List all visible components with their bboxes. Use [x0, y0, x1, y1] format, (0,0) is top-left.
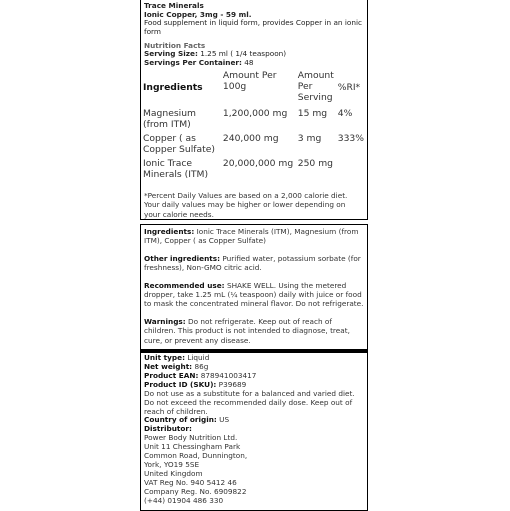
nutrition-facts-panel	[140, 0, 368, 220]
unit-type-label: Unit type:	[144, 353, 185, 363]
row-per-100g: 240,000 mg	[222, 132, 279, 144]
recommended-use-text: SHAKE WELL. Using the metered dropper, take 1.25 mL (¼ teaspoon) daily with juice or food to mask the concentrated mineral flavor. Do not refrigerate.	[144, 280, 364, 309]
product-info-panel	[140, 224, 368, 511]
ingredient-details-section	[141, 225, 367, 345]
distributor-line: York, YO19 5SE	[144, 459, 200, 469]
other-ingredients-label: Other ingredients:	[144, 253, 221, 263]
header-ri: %RI*	[337, 81, 361, 93]
row-ri	[338, 158, 364, 183]
distributor-line: (+44) 01904 486 330	[144, 495, 224, 505]
distributor-line: Company Reg. No. 6909822	[144, 486, 247, 496]
origin-value: US	[219, 415, 230, 425]
header-per-100g: Amount Per 100g	[222, 69, 277, 92]
distributor-line: United Kingdom	[144, 468, 203, 478]
product-title: Trace Minerals	[144, 1, 204, 10]
origin-label: Country of origin:	[144, 415, 217, 425]
servings-per-container	[144, 59, 364, 68]
ingredients-label: Ingredients:	[144, 227, 195, 236]
ingredients-text: Ionic Trace Minerals (ITM), Magnesium (from ITM), Copper ( as Copper Sulfate)	[144, 227, 359, 246]
distributor-label: Distributor:	[144, 424, 192, 434]
recommended-use-paragraph	[144, 281, 364, 309]
nutrition-facts-heading: Nutrition Facts	[144, 40, 206, 50]
unit-type-value: Liquid	[187, 353, 210, 363]
row-per-100g: 1,200,000 mg	[222, 107, 288, 119]
product-ean-label: Product EAN:	[144, 370, 199, 380]
servings-label: Servings Per Container:	[144, 58, 242, 68]
warnings-text: Do not refrigerate. Keep out of reach of children. This product is not intended to diagnose, treat, cure, or prevent any disease.	[144, 316, 350, 345]
table-row	[143, 158, 364, 183]
serving-size-label: Serving Size:	[144, 49, 198, 59]
row-per-serving: 250 mg	[297, 157, 333, 169]
product-details-section	[141, 353, 367, 505]
row-ri: 4%	[337, 107, 353, 119]
row-ri: 333%	[337, 132, 364, 144]
distributor-line: Common Road, Dunnington,	[144, 451, 248, 461]
row-per-serving: 3 mg	[297, 132, 322, 144]
product-sku-value: P39689	[218, 379, 247, 389]
product-sku-label: Product ID (SKU):	[144, 379, 217, 389]
distributor-line: VAT Reg No. 940 5412 46	[144, 477, 237, 487]
serving-size-value: 1.25 ml ( 1/4 teaspoon)	[200, 49, 287, 59]
product-subtitle: Ionic Copper, 3mg - 59 ml.	[144, 9, 252, 19]
product-ean-value: 878941003417	[200, 370, 257, 380]
net-weight-value: 86g	[194, 361, 209, 371]
distributor-line: Unit 11 Chessingham Park	[144, 442, 241, 452]
daily-values-footnote: *Percent Daily Values are based on a 2,000 calorie diet. Your daily values may be higher or lower depending on your calorie needs.	[144, 190, 348, 219]
recommended-use-label: Recommended use:	[144, 280, 225, 290]
servings-value: 48	[244, 58, 254, 68]
table-row	[143, 108, 364, 133]
net-weight-label: Net weight:	[144, 361, 193, 371]
other-ingredients-text: Purified water, potassium sorbate (for freshness), Non-GMO citric acid.	[144, 253, 361, 273]
warnings-label: Warnings:	[144, 316, 186, 326]
header-ingredients: Ingredients	[143, 81, 203, 93]
row-per-100g: 20,000,000 mg	[222, 157, 294, 169]
other-ingredients-paragraph	[144, 254, 364, 273]
product-description: Food supplement in liquid form, provides Copper in an ionic form	[144, 18, 363, 37]
usage-advice: Do not use as a substitute for a balanced and varied diet. Do not exceed the recommended daily dose. Keep out of reach of children.	[144, 388, 355, 416]
row-name: Copper ( as Copper Sulfate)	[143, 132, 215, 155]
header-per-serving: Amount Per Serving	[297, 69, 334, 103]
ingredients-table	[143, 70, 364, 183]
row-name: Ionic Trace Minerals (ITM)	[143, 157, 209, 180]
row-name: Magnesium (from ITM)	[143, 107, 196, 130]
table-header-row	[143, 70, 364, 108]
table-row	[143, 133, 364, 158]
row-per-serving: 15 mg	[297, 107, 328, 119]
ingredients-paragraph	[144, 227, 364, 246]
warnings-paragraph	[144, 317, 364, 345]
distributor-line: Power Body Nutrition Ltd.	[144, 433, 238, 443]
